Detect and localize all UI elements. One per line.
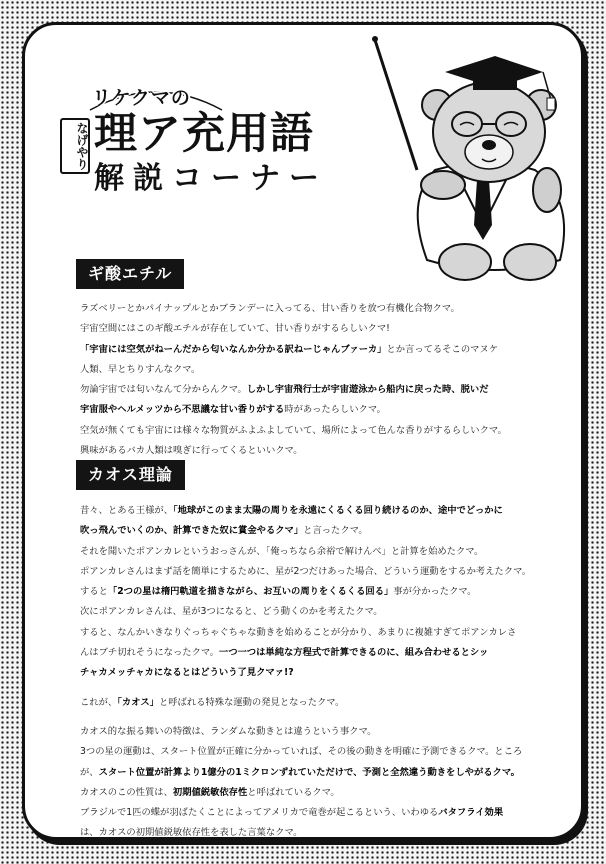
text-line [80,542,540,562]
text-segment: すると [80,586,108,598]
title-badge: なげやり [60,118,90,174]
text-segment: それを聞いたポアンカレというおっさんが、「俺っちなら余裕で解けんべ」と計算を始めたクマ。 [80,545,484,557]
emphasis-text: 「地球がこのまま太陽の周りを永遠にくるくる回り続けるのか、途中でどっかに [172,505,503,516]
emphasis-text: 吹っ飛んでいくのか、計算できた奴に賞金やるクマ」 [80,525,304,537]
text-segment: 興味があるバカ人類は嗅ぎに行ってくるといいクマ。 [80,445,303,457]
emphasis-text: バタフライ効果 [438,807,504,819]
text-line [80,562,540,582]
section-heading-chaos-theory: カオス理論 [76,460,185,490]
emphasis-text: チャカメッチャカになるとはどういう了見クマァ!? [80,667,294,679]
text-line [80,421,540,441]
text-segment: んはブチ切れそうになったクマ。 [80,647,219,659]
text-line [80,803,540,823]
text-segment: 人類、早とちりすんなクマ。 [80,363,201,375]
text-segment: カオス的な振る舞いの特徴は、ランダムな動きとは違うという事クマ。 [80,725,377,737]
emphasis-text: 「宇宙には空気がねーんだから匂いなんか分かる訳ねーじゃんブァーカ」 [80,343,387,355]
section-body-chaos-theory [80,501,540,844]
text-segment: カオスのこの性質は、 [80,786,173,798]
text-line [80,742,540,762]
text-segment: 空気が無くても宇宙には様々な物質がふよふよしていて、場所によって色んな香りがするらしいクマ。 [80,424,507,436]
text-segment: と呼ばれる特殊な運動の発見となったクマ。 [158,696,345,708]
emphasis-text: 「2つの星は楕円軌道を描きながら、お互いの周りをくるくる回る」 [107,586,394,598]
text-segment: 事が分かったクマ。 [393,586,477,598]
text-line [80,602,540,622]
text-line [80,643,540,663]
emphasis-text: 一つ一つは単純な方程式で計算できるのに、組み合わせるとシッ [218,647,489,659]
emphasis-text: スタート位置が計算より1億分の1ミクロンずれていただけで、予測と全然違う動きをしやがるクマ。 [98,766,520,778]
section-heading-ethyl-formate: ギ酸エチル [76,259,184,289]
text-segment: 昔々、とある王様が、 [80,505,173,516]
text-segment: 宇宙空間にはこのギ酸エチルが存在していて、甘い香りがするらしいクマ! [80,323,390,335]
text-line [80,340,540,360]
text-segment: すると、なんかいきなりぐっちゃぐちゃな動きを始めることが分かり、あまりに複雑すぎてポアンカレさ [80,626,517,638]
text-line [80,693,540,713]
text-segment: ラズベリーとかパイナップルとかブランデーに入ってる、甘い香りを放つ有機化合物クマ。 [80,303,460,314]
text-line [80,501,540,521]
emphasis-text: 宇宙服やヘルメッツから不思議な甘い香りがする [80,404,285,416]
text-segment: とか言ってるそこのマヌケ [386,343,499,355]
professor-bear-illustration [365,30,605,285]
text-segment: 勿論宇宙では匂いなんて分からんクマ。 [80,384,247,396]
emphasis-text: 初期値鋭敏依存性 [172,786,248,798]
title-top: リケクマの [92,87,191,109]
text-segment: が、 [80,766,99,778]
section-body-ethyl-formate [80,299,540,461]
text-line [80,823,540,843]
text-segment: ポアンカレさんはまず話を簡単にするために、星が2つだけあった場合、どういう運動をするか考えたクマ。 [80,565,532,577]
text-segment: ブラジルで1匹の蝶が羽ばたくことによってアメリカで竜巻が起こるという、いわゆる [80,807,439,819]
text-segment: 次にポアンカレさんは、星が3つになると、どう動くのかを考えたクマ。 [80,606,383,618]
text-segment: は、カオスの初期値鋭敏依存性を表した言葉なクマ。 [80,827,303,839]
title-block [60,80,380,230]
text-segment: これが、 [80,696,118,708]
text-line [80,360,540,380]
text-line [80,663,540,683]
text-line [80,380,540,400]
text-segment: と呼ばれているクマ。 [247,786,340,798]
text-line [80,521,540,541]
text-line [80,400,540,420]
text-line [80,441,540,461]
text-line [80,722,540,742]
text-line [80,582,540,602]
emphasis-text: しかし宇宙飛行士が宇宙遊泳から船内に戻った時、脱いだ [246,384,489,396]
text-line [80,783,540,803]
text-line [80,319,540,339]
text-segment: と言ったクマ。 [303,525,368,537]
text-line [80,623,540,643]
emphasis-text: 「カオス」 [117,696,159,708]
page-title: 理ア充用語 [94,109,314,159]
page-subtitle: 解説コーナー [94,161,328,196]
text-line [80,299,540,319]
text-segment: 3つの星の運動は、スタート位置が正確に分かっていれば、その後の動きを明確に予測できるクマ。ところ [80,746,523,758]
text-line [80,763,540,783]
text-segment: 時があったらしいクマ。 [284,404,386,416]
